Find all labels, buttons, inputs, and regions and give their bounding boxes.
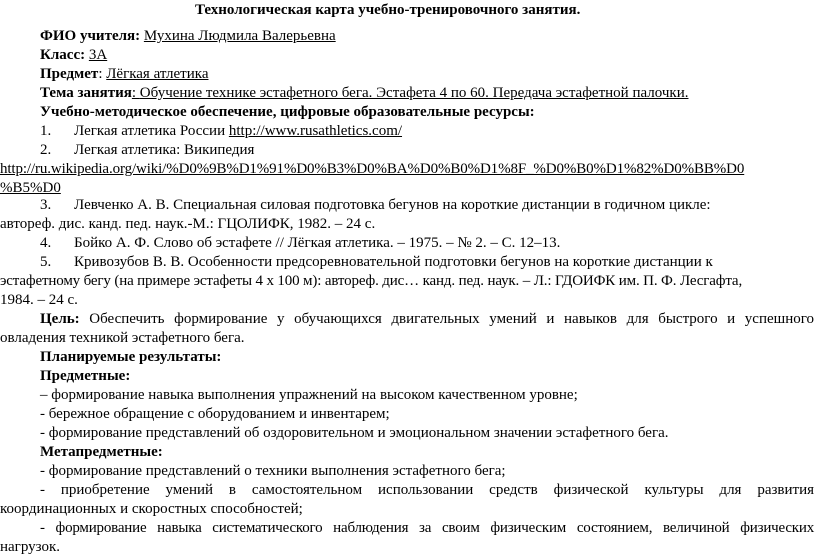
meta-results-heading: Метапредметные: <box>40 444 163 460</box>
wikipedia-link-continued[interactable]: %B5%D0 <box>0 180 61 196</box>
resource-number: 2. <box>40 142 52 158</box>
rusathletics-link[interactable]: http://www.rusathletics.com/ <box>228 123 403 139</box>
resource-item-3 <box>40 196 711 215</box>
resource-number: 3. <box>40 197 52 213</box>
class-row <box>40 46 107 65</box>
resource-item-3-cont: автореф. дис. канд. пед. наук.-М.: ГЦОЛИФК, 1982. – 24 с. <box>0 216 376 232</box>
subject-value: Лёгкая атлетика <box>106 66 209 82</box>
resource-item-1 <box>40 122 402 141</box>
resource-text: Легкая атлетика России <box>74 123 229 139</box>
resource-item-5-cont: эстафетному бегу (на примере эстафеты 4 х 100 м): автореф. дис… канд. пед. наук. – Л.: ГДОИФК им. П. Ф. Лесгафта, <box>0 273 743 289</box>
planned-results-heading: Планируемые результаты: <box>40 349 222 365</box>
teacher-row <box>40 27 336 46</box>
resource-text: Кривозубов В. В. Особенности предсоревновательной подготовки бегунов на короткие дистанции к <box>74 254 713 270</box>
subject-result-item: - бережное обращение с оборудованием и инвентарем; <box>40 406 390 422</box>
class-value: 3А <box>88 47 108 63</box>
topic-label: Тема занятия <box>40 85 132 101</box>
meta-result-item: - формирование представлений о техники выполнения эстафетного бега; <box>40 463 506 479</box>
resource-text: Легкая атлетика: Википедия <box>74 142 255 158</box>
wikipedia-link[interactable]: http://ru.wikipedia.org/wiki/%D0%9B%D1%91%D0%B3%D0%BA%D0%B0%D1%8F_%D0%B0%D1%82%D0%BB%D0 <box>0 161 745 177</box>
goal-cont: овладения техникой эстафетного бега. <box>0 330 245 346</box>
resource-number: 4. <box>40 235 52 251</box>
subject-label: Предмет <box>40 66 99 82</box>
resource-text: Бойко А. Ф. Слово об эстафете // Лёгкая атлетика. – 1975. – № 2. – С. 12–13. <box>74 235 561 251</box>
resources-heading: Учебно-методическое обеспечение, цифровые образовательные ресурсы: <box>40 104 535 120</box>
topic-value: Обучение технике эстафетного бега. Эстафета 4 по 60. Передача эстафетной палочки. <box>139 85 689 101</box>
topic-row: Тема занятия: Обучение технике эстафетного бега. Эстафета 4 по 60. Передача эстафетной палочки. <box>40 85 689 101</box>
resource-number: 1. <box>40 123 52 139</box>
page-title: Технологическая карта учебно-тренировочного занятия. <box>195 2 581 18</box>
teacher-label: ФИО учителя: <box>40 28 141 44</box>
subject-results-heading: Предметные: <box>40 368 131 384</box>
meta-result-item-cont: нагрузок. <box>0 539 61 555</box>
teacher-value: Мухина Людмила Валерьевна <box>143 28 336 44</box>
class-label: Класс: <box>40 47 86 63</box>
resource-item-4 <box>40 234 560 253</box>
goal-text: Обеспечить формирование у обучающихся двигательных умений и навыков для быстрого и успешного <box>89 311 815 327</box>
meta-result-item-cont: координационных и скоростных способностей; <box>0 501 303 517</box>
goal-label: Цель: <box>40 311 80 327</box>
subject-result-item: – формирование навыка выполнения упражнений на высоком качественном уровне; <box>40 387 578 403</box>
resource-item-5-cont2: 1984. – 24 с. <box>0 292 78 308</box>
goal-row <box>40 310 814 329</box>
meta-result-item: - формирование навыка систематического наблюдения за своим физическим состоянием, величиной физических <box>40 520 814 536</box>
resource-item-2 <box>40 141 254 160</box>
subject-result-item: - формирование представлений об оздоровительном и эмоциональном значении эстафетного бега. <box>40 425 669 441</box>
subject-row: Предмет: Лёгкая атлетика <box>40 66 209 82</box>
resource-number: 5. <box>40 254 52 270</box>
resource-text: Левченко А. В. Специальная силовая подготовка бегунов на короткие дистанции в годичном цикле: <box>74 197 711 213</box>
wikipedia-link-line1 <box>0 160 744 179</box>
meta-result-item: - приобретение умений в самостоятельном использовании средств физической культуры для развития <box>40 482 814 498</box>
resource-item-5 <box>40 253 713 272</box>
